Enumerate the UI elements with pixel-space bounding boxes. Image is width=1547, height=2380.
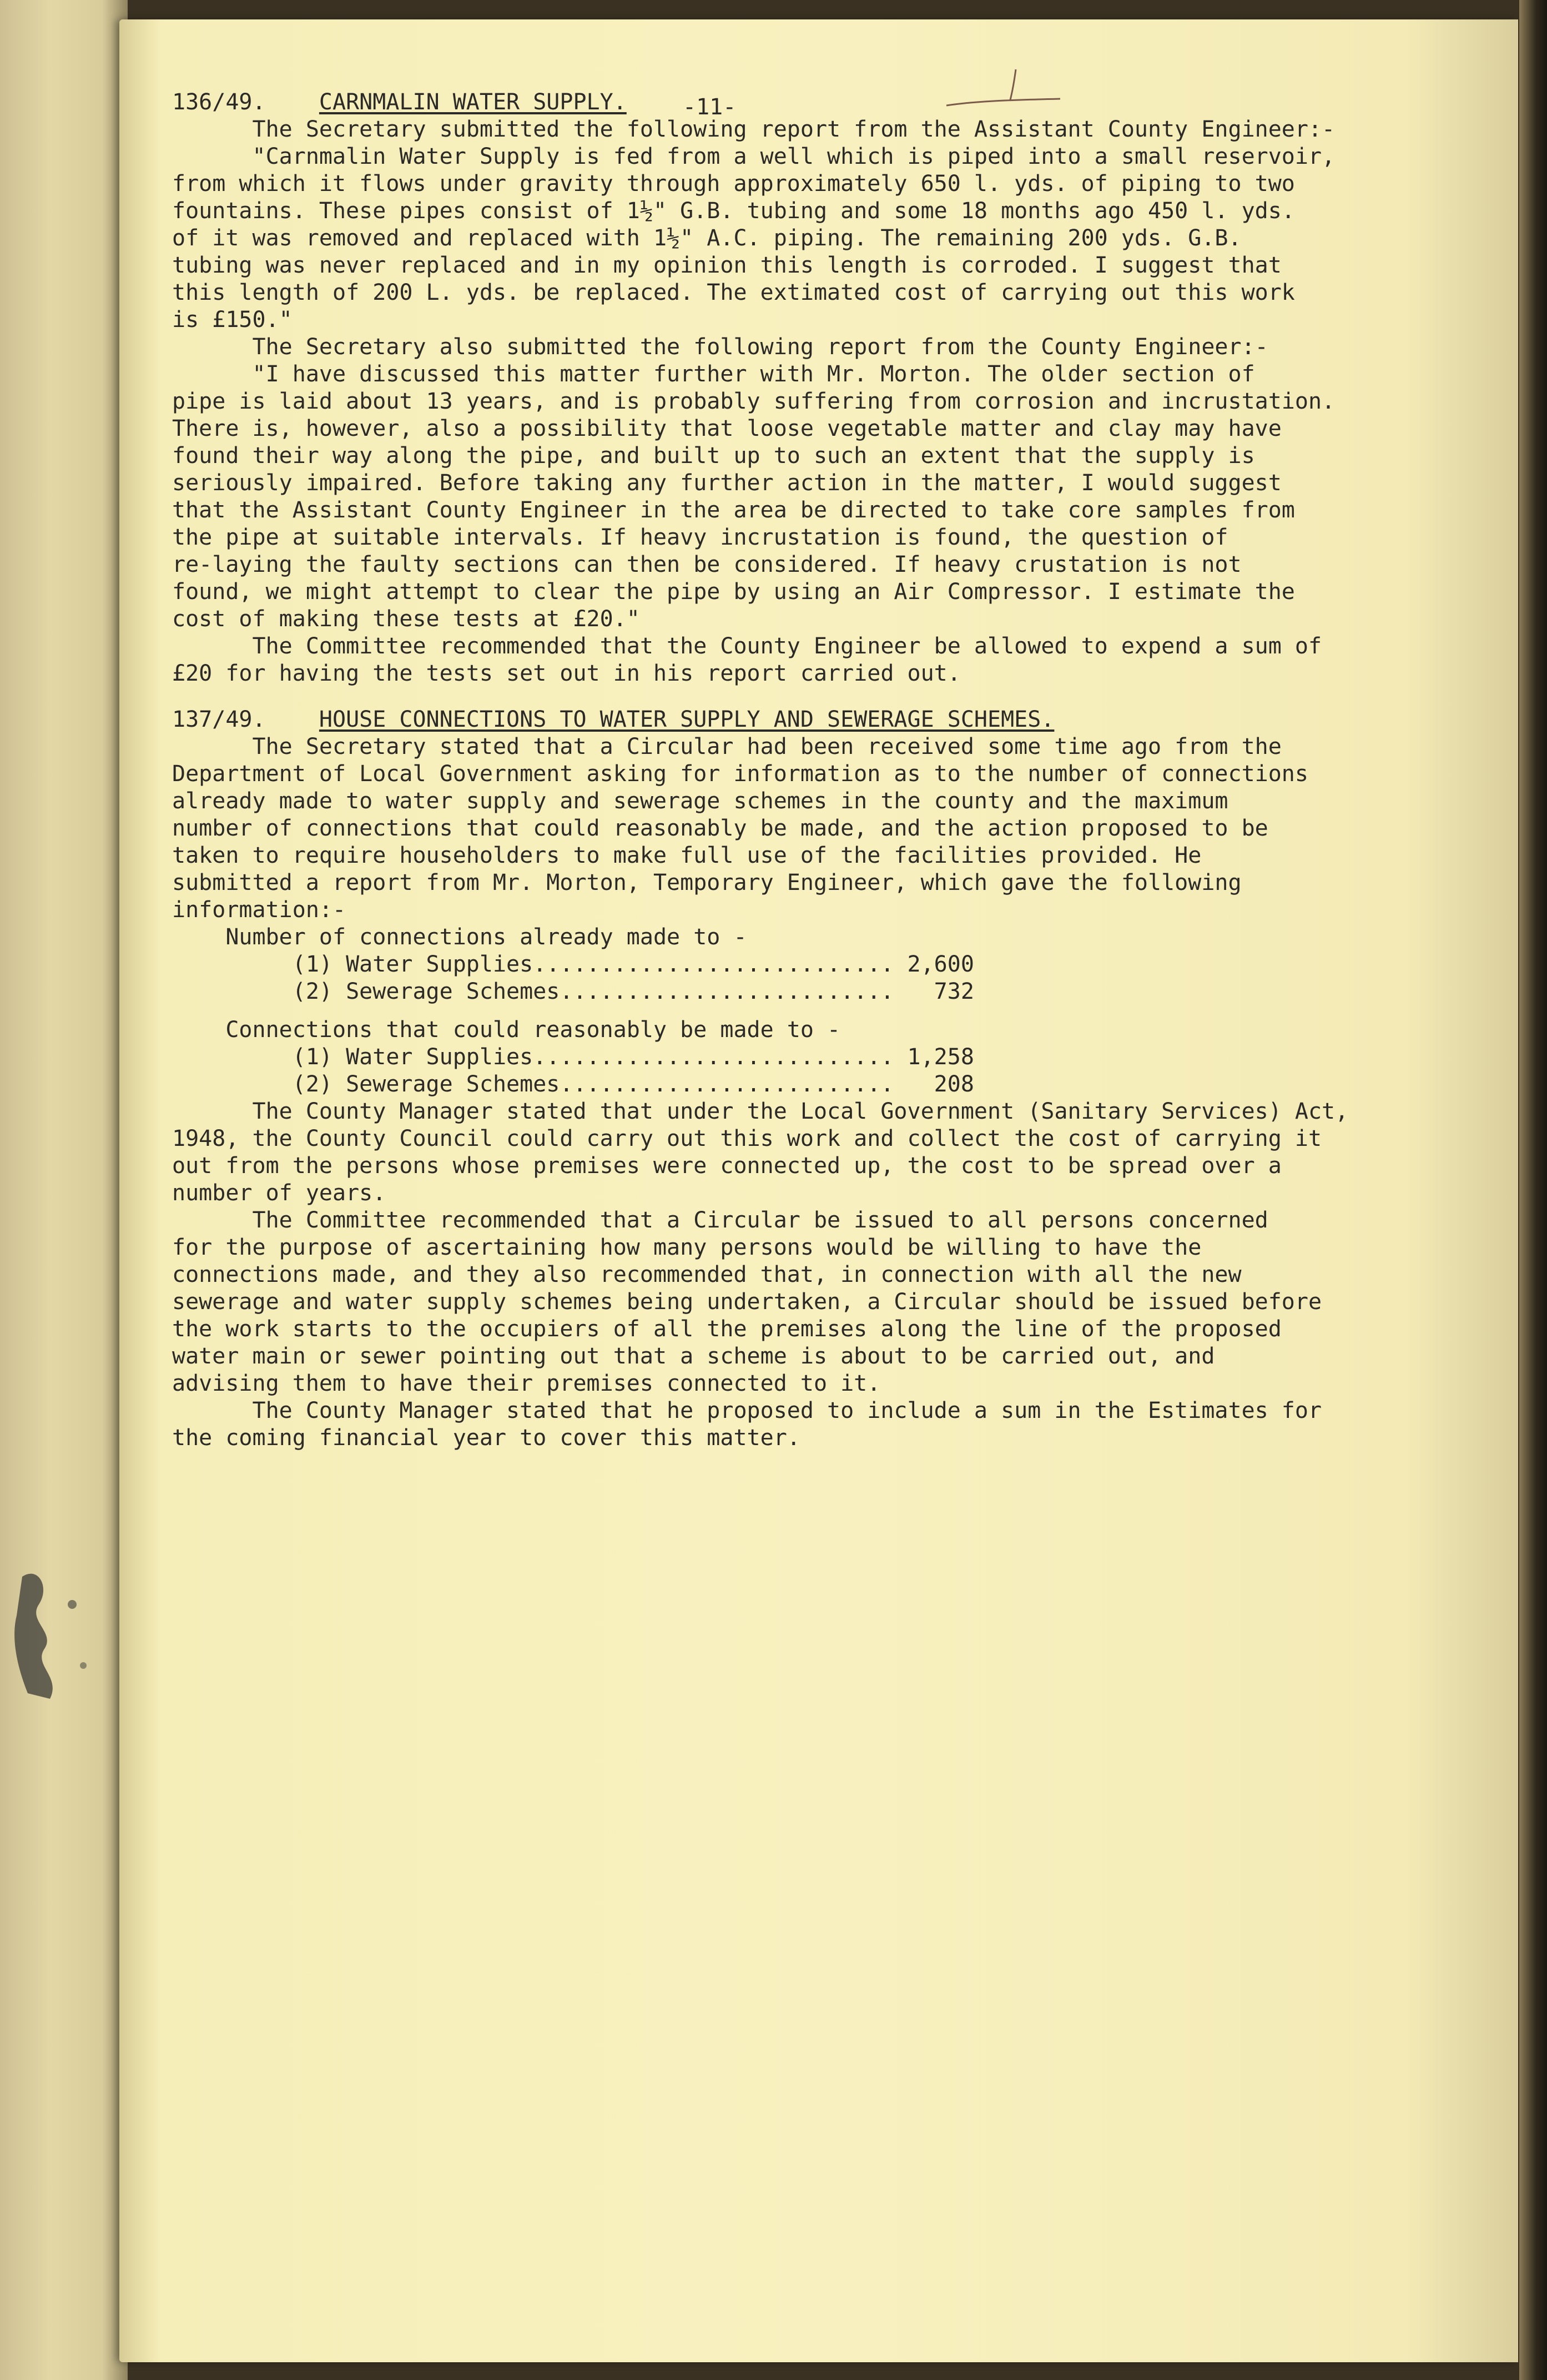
table-heading: Connections that could reasonably be made to - <box>172 1017 841 1043</box>
facing-page-edge <box>0 0 128 2380</box>
text-line: the coming financial year to cover this matter. <box>172 1425 800 1451</box>
text-line: The County Manager stated that under the Local Government (Sanitary Services) Act, <box>172 1099 1349 1124</box>
book-spine <box>1519 0 1547 2380</box>
table-heading: Number of connections already made to - <box>172 924 747 950</box>
text-line: pipe is laid about 13 years, and is probably suffering from corrosion and incrustation. <box>172 389 1336 414</box>
text-line: of it was removed and replaced with 1½" A.C. piping. The remaining 200 yds. G.B. <box>172 225 1242 251</box>
text-line: sewerage and water supply schemes being undertaken, a Circular should be issued before <box>172 1289 1322 1315</box>
section-spacer <box>172 687 1382 706</box>
text-line: £20 for having the tests set out in his report carried out. <box>172 661 961 686</box>
text-line: information:- <box>172 897 346 923</box>
ink-stain <box>6 1554 117 1710</box>
table-row: (2) Sewerage Schemes......................... 208 <box>172 1071 974 1097</box>
text-line: submitted a report from Mr. Morton, Temporary Engineer, which gave the following <box>172 870 1242 895</box>
text-line: for the purpose of ascertaining how many persons would be willing to have the <box>172 1235 1202 1260</box>
text-line: number of years. <box>172 1180 386 1206</box>
text-line: found, we might attempt to clear the pipe by using an Air Compressor. I estimate the <box>172 579 1295 605</box>
table-row: (2) Sewerage Schemes......................... 732 <box>172 979 974 1004</box>
section-title: CARNMALIN WATER SUPPLY. <box>319 89 627 115</box>
text-line: the work starts to the occupiers of all the premises along the line of the proposed <box>172 1316 1282 1342</box>
section-body <box>172 733 1382 1452</box>
text-line: re-laying the faulty sections can then be considered. If heavy crustation is not <box>172 552 1242 577</box>
text-line: tubing was never replaced and in my opinion this length is corroded. I suggest that <box>172 253 1282 278</box>
section-ref: 137/49. <box>172 707 266 732</box>
section-ref: 136/49. <box>172 89 266 115</box>
text-line: cost of making these tests at £20." <box>172 606 640 632</box>
text-line: from which it flows under gravity through approximately 650 l. yds. of piping to two <box>172 171 1295 197</box>
text-line: this length of 200 L. yds. be replaced. The extimated cost of carrying out this work <box>172 280 1295 305</box>
text-line: already made to water supply and sewerage schemes in the county and the maximum <box>172 788 1228 814</box>
section-body <box>172 116 1382 687</box>
text-line: Department of Local Government asking for information as to the number of connections <box>172 761 1308 787</box>
text-line: the pipe at suitable intervals. If heavy incrustation is found, the question of <box>172 525 1228 550</box>
connections-possible-table <box>172 1017 1382 1098</box>
text-line: that the Assistant County Engineer in the area be directed to take core samples from <box>172 497 1295 523</box>
table-row: (1) Water Supplies........................... 1,258 <box>172 1044 974 1070</box>
text-line: taken to require householders to make full use of the facilities provided. He <box>172 843 1202 868</box>
section-heading <box>172 706 1382 733</box>
text-line: The Secretary submitted the following report from the Assistant County Engineer:- <box>172 117 1336 142</box>
connections-made-table <box>172 924 1382 1005</box>
table-row: (1) Water Supplies........................... 2,600 <box>172 952 974 977</box>
page-number: -11- <box>683 94 737 120</box>
text-line: The Secretary stated that a Circular had been received some time ago from the <box>172 734 1282 759</box>
text-line: water main or sewer pointing out that a scheme is about to be carried out, and <box>172 1344 1215 1369</box>
text-line: 1948, the County Council could carry out this work and collect the cost of carrying it <box>172 1126 1322 1151</box>
text-line: out from the persons whose premises were connected up, the cost to be spread over a <box>172 1153 1282 1179</box>
text-line: number of connections that could reasonably be made, and the action proposed to be <box>172 816 1268 841</box>
text-line: The Secretary also submitted the following report from the County Engineer:- <box>172 334 1268 360</box>
section-heading <box>172 89 1382 116</box>
text-line: advising them to have their premises connected to it. <box>172 1371 881 1396</box>
text-line: fountains. These pipes consist of 1½" G.B. tubing and some 18 months ago 450 l. yds. <box>172 198 1295 224</box>
text-line: "I have discussed this matter further with Mr. Morton. The older section of <box>172 361 1255 387</box>
text-line: "Carnmalin Water Supply is fed from a well which is piped into a small reservoir, <box>172 144 1336 169</box>
text-line: The Committee recommended that the County Engineer be allowed to expend a sum of <box>172 633 1322 659</box>
table-spacer <box>172 1005 1382 1017</box>
text-line: There is, however, also a possibility that loose vegetable matter and clay may have <box>172 416 1282 441</box>
text-line: found their way along the pipe, and built up to such an extent that the supply is <box>172 443 1255 469</box>
text-line: The County Manager stated that he proposed to include a sum in the Estimates for <box>172 1398 1322 1423</box>
text-line: The Committee recommended that a Circular be issued to all persons concerned <box>172 1207 1268 1233</box>
section-title: HOUSE CONNECTIONS TO WATER SUPPLY AND SEWERAGE SCHEMES. <box>319 707 1055 732</box>
text-line: seriously impaired. Before taking any further action in the matter, I would suggest <box>172 470 1282 496</box>
text-line: connections made, and they also recommended that, in connection with all the new <box>172 1262 1242 1287</box>
document-body <box>172 89 1382 1452</box>
text-line: is £150." <box>172 307 293 333</box>
